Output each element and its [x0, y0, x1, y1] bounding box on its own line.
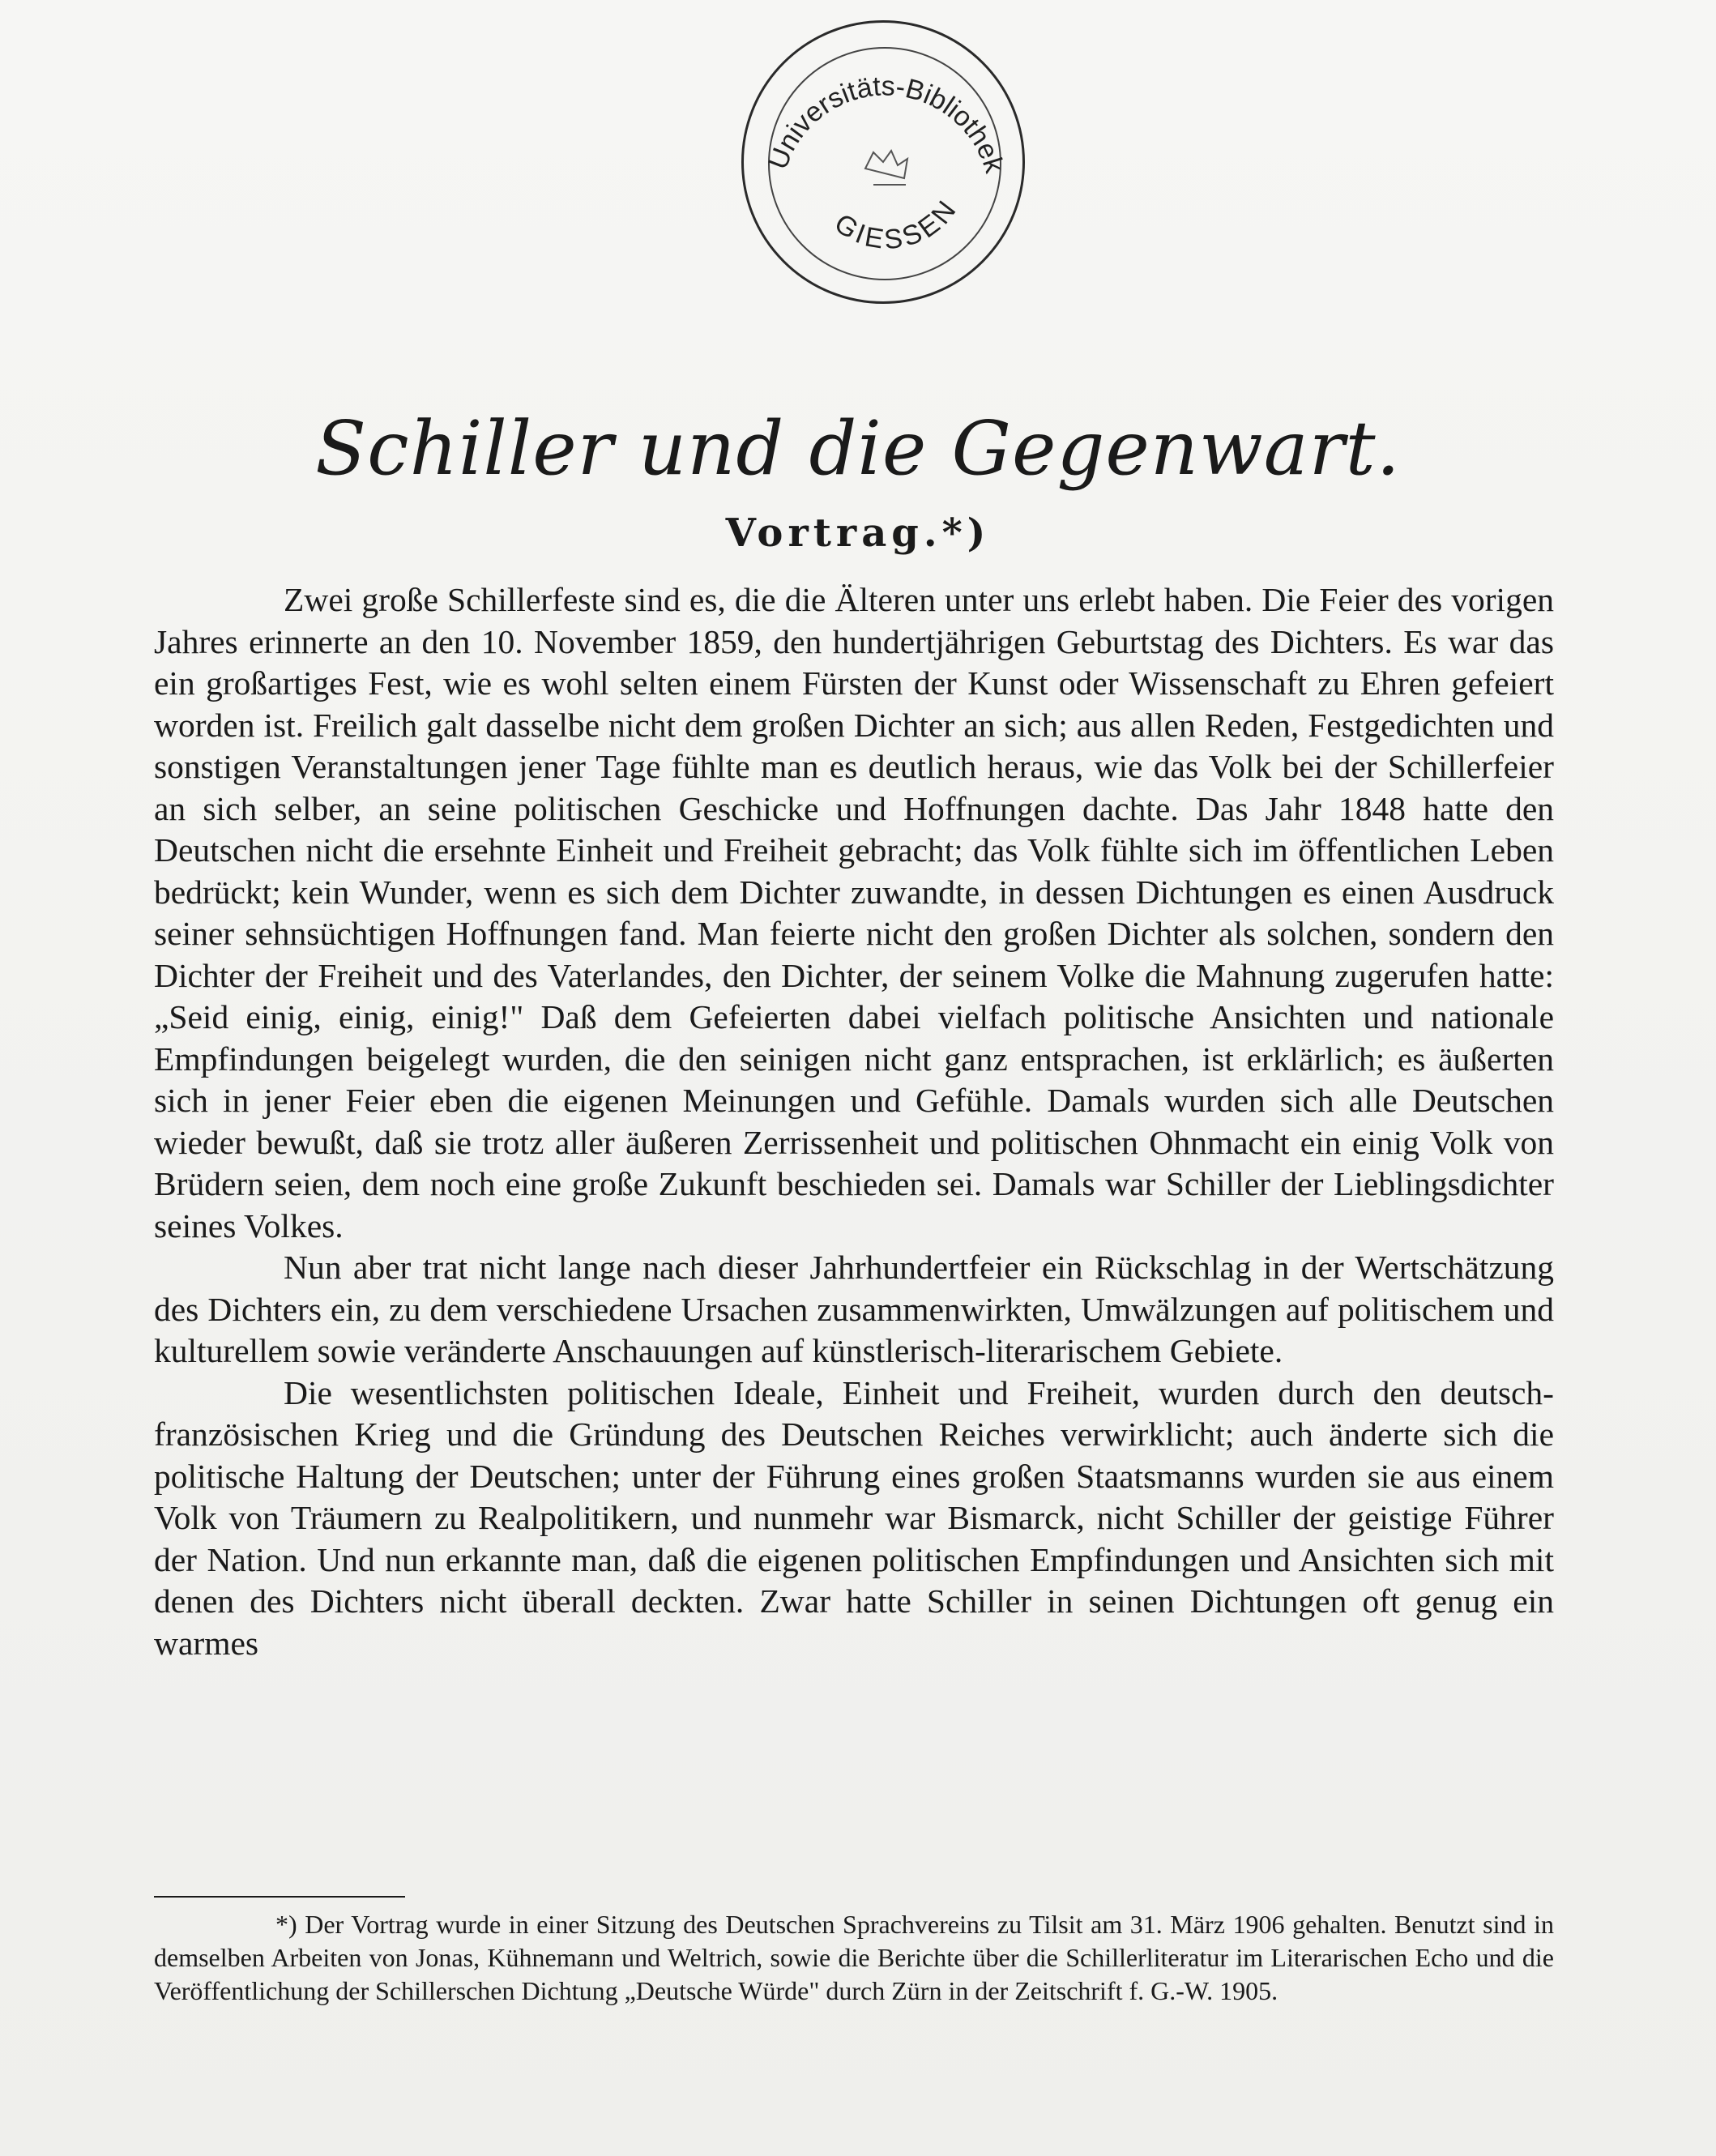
- paragraph: Zwei große Schillerfeste sind es, die die Älteren unter uns erlebt haben. Die Feier des vorigen Jahres erinnerte an den 10. November 1859, den hundertjährigen Geburtstag des Dichters. Es war das ein großartiges Fest, wie es wohl selten einem Fürsten der Kunst oder Wissenschaft zu Ehren gefeiert worden ist. Freilich galt dasselbe nicht dem großen Dichter an sich; aus allen Reden, Festgedichten und sonstigen Veranstaltungen jener Tage fühlte man es deutlich heraus, wie das Volk bei der Schillerfeier an sich selber, an seine politischen Geschicke und Hoffnungen dachte. Das Jahr 1848 hatte den Deutschen nicht die ersehnte Einheit und Freiheit gebracht; das Volk fühlte sich im öffentlichen Leben bedrückt; kein Wunder, wenn es sich dem Dichter zuwandte, in dessen Dichtungen es einen Ausdruck seiner sehnsüchtigen Hoffnungen fand. Man feierte nicht den großen Dichter als solchen, sondern den Dichter der Freiheit und des Vaterlandes, den Dichter, der seinem Volke die Mahnung zugerufen hatte: „Seid einig, einig, einig!" Daß dem Gefeierten dabei vielfach politische Ansichten und nationale Empfindungen beigelegt wurden, die den seinigen nicht ganz entsprachen, ist erklärlich; es äußerten sich in jener Feier eben die eigenen Meinungen und Gefühle. Damals wurden sich alle Deutschen wieder bewußt, daß sie trotz aller äußeren Zerrissenheit und politischen Ohnmacht ein einig Volk von Brüdern seien, dem noch eine große Zukunft beschieden sei. Damals war Schiller der Lieblingsdichter seines Volkes.: [154, 581, 1554, 1245]
- lion-emblem-icon: [865, 151, 907, 185]
- footnote-text: *) Der Vortrag wurde in einer Sitzung des Deutschen Sprachvereins zu Tilsit am 31. März 1906 gehalten. Benutzt sind in demselben Arbeiten von Jonas, Kühnemann und Weltrich, sowie die Berichte über die Schillerliteratur im Literarischen Echo und die Veröffentlichung der Schillerschen Dichtung „Deutsche Würde" durch Zürn in der Zeitschrift f. G.-W. 1905.: [154, 1910, 1554, 2005]
- footnote-divider: [154, 1896, 405, 1898]
- paragraph: Nun aber trat nicht lange nach dieser Jahrhundertfeier ein Rückschlag in der Wertschätzung des Dichters ein, zu dem verschiedene Ursachen zusammenwirkten, Umwälzungen auf politischem und kulturellem sowie veränderte Anschauungen auf künstlerisch-literarischem Gebiete.: [154, 1249, 1554, 1369]
- paragraph: Die wesentlichsten politischen Ideale, Einheit und Freiheit, wurden durch den deutsch-französischen Krieg und die Gründung des Deutschen Reiches verwirklicht; auch änderte sich die politische Haltung der Deutschen; unter der Führung eines großen Staatsmanns wurden sie aus einem Volk von Träumern zu Realpolitikern, und nunmehr war Bismarck, nicht Schiller der geistige Führer der Nation. Und nun erkannte man, daß die eigenen politischen Empfindungen und Ansichten sich mit denen des Dichters nicht überall deckten. Zwar hatte Schiller in seinen Dichtungen oft genug ein warmes: [154, 1373, 1554, 1662]
- stamp-top-text: Universitäts-Bibliothek: [762, 70, 1010, 177]
- footnote: [154, 1908, 1554, 2008]
- page-subtitle: Vortrag.*): [725, 510, 991, 556]
- page-title: Schiller und die Gegenwart.: [315, 405, 1401, 492]
- body-text: [154, 579, 1554, 1664]
- stamp-text-graphic: [744, 23, 1027, 306]
- library-stamp: [741, 20, 1025, 304]
- stamp-bottom-text: GIESSEN: [829, 192, 964, 256]
